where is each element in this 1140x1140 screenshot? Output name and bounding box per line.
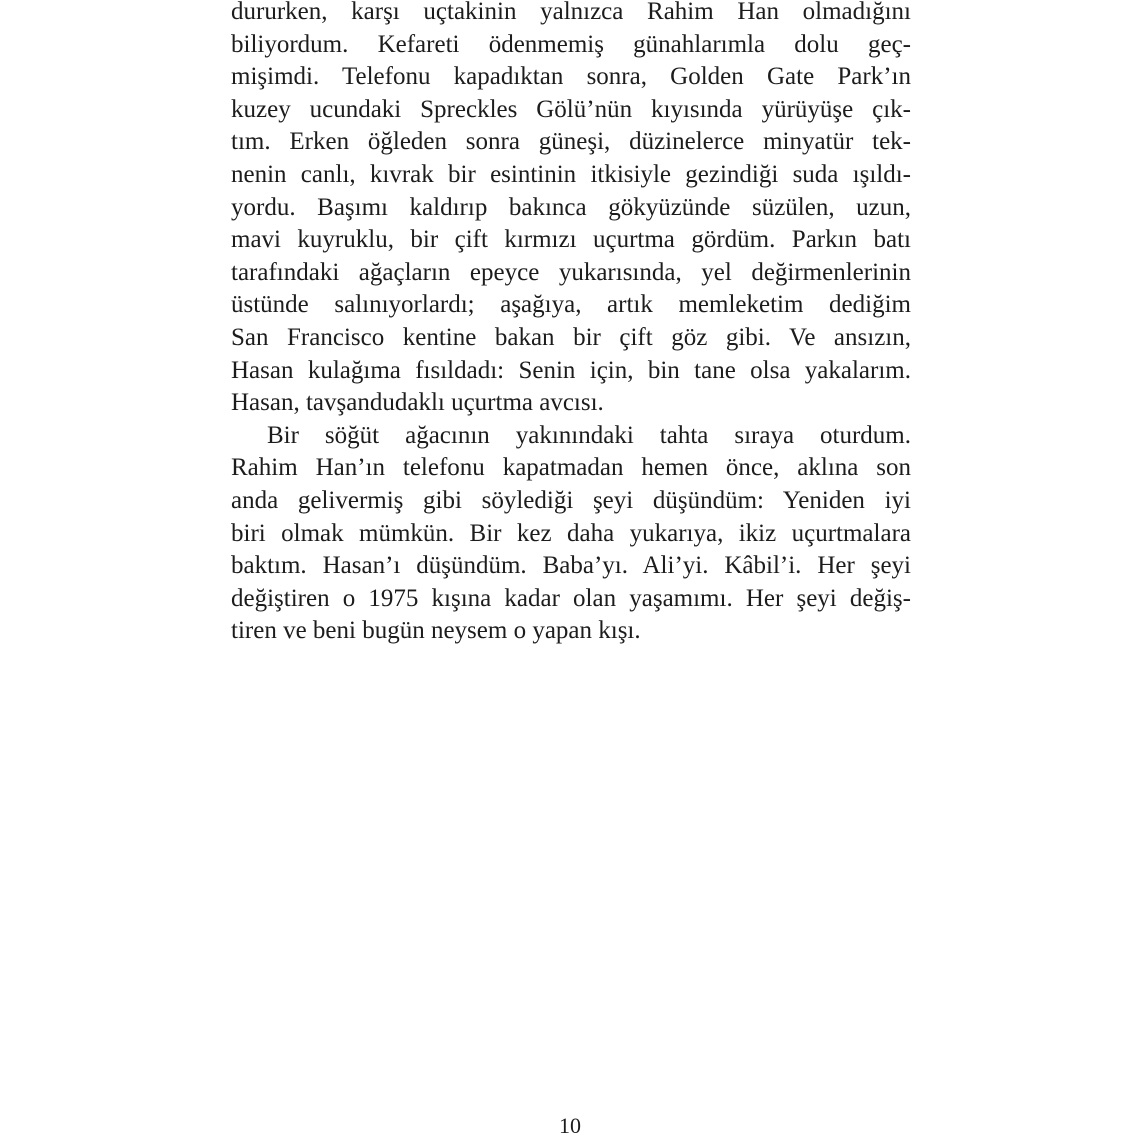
page-number: 10 [559, 1113, 581, 1138]
text-line: mavi kuyruklu, bir çift kırmızı uçurtma gördüm. Parkın batı [231, 226, 911, 254]
text-line: yordu. Başımı kaldırıp bakınca gökyüzünde süzülen, uzun, [231, 193, 911, 221]
text-line: tarafındaki ağaçların epeyce yukarısında, yel değirmenlerinin [231, 258, 911, 286]
text-line: San Francisco kentine bakan bir çift göz gibi. Ve ansızın, [231, 323, 911, 351]
text-line: anda gelivermiş gibi söylediği şeyi düşündüm: Yeniden iyi [231, 486, 911, 514]
text-line: dururken, karşı uçtakinin yalnızca Rahim Han olmadığını [231, 0, 911, 25]
text-line: Rahim Han’ın telefonu kapatmadan hemen önce, aklına son [231, 454, 911, 482]
text-line: Bir söğüt ağacının yakınındaki tahta sıraya oturdum. [267, 421, 911, 449]
text-line: Hasan kulağıma fısıldadı: Senin için, bin tane olsa yakalarım. [231, 356, 911, 384]
paragraph-1 [231, 0, 911, 420]
text-line: biri olmak mümkün. Bir kez daha yukarıya, ikiz uçurtmalara [231, 519, 911, 547]
text-line: kuzey ucundaki Spreckles Gölü’nün kıyısında yürüyüşe çık- [231, 95, 911, 123]
text-line: biliyordum. Kefareti ödenmemiş günahlarımla dolu geç- [231, 30, 911, 58]
text-line: tiren ve beni bugün neysem o yapan kışı. [231, 617, 641, 645]
text-line: Hasan, tavşandudaklı uçurtma avcısı. [231, 389, 604, 417]
paragraph-2 [231, 420, 911, 648]
text-line: baktım. Hasan’ı düşündüm. Baba’yı. Ali’yi. Kâbil’i. Her şeyi [231, 552, 911, 580]
text-line: tım. Erken öğleden sonra güneşi, düzinelerce minyatür tek- [231, 128, 911, 156]
text-line: mişimdi. Telefonu kapadıktan sonra, Golden Gate Park’ın [231, 63, 911, 91]
body-text [231, 0, 911, 648]
text-line: nenin canlı, kıvrak bir esintinin itkisiyle gezindiği suda ışıldı- [231, 160, 911, 188]
text-line: üstünde salınıyorlardı; aşağıya, artık memleketim dediğim [231, 291, 911, 319]
text-line: değiştiren o 1975 kışına kadar olan yaşamımı. Her şeyi değiş- [231, 584, 911, 612]
